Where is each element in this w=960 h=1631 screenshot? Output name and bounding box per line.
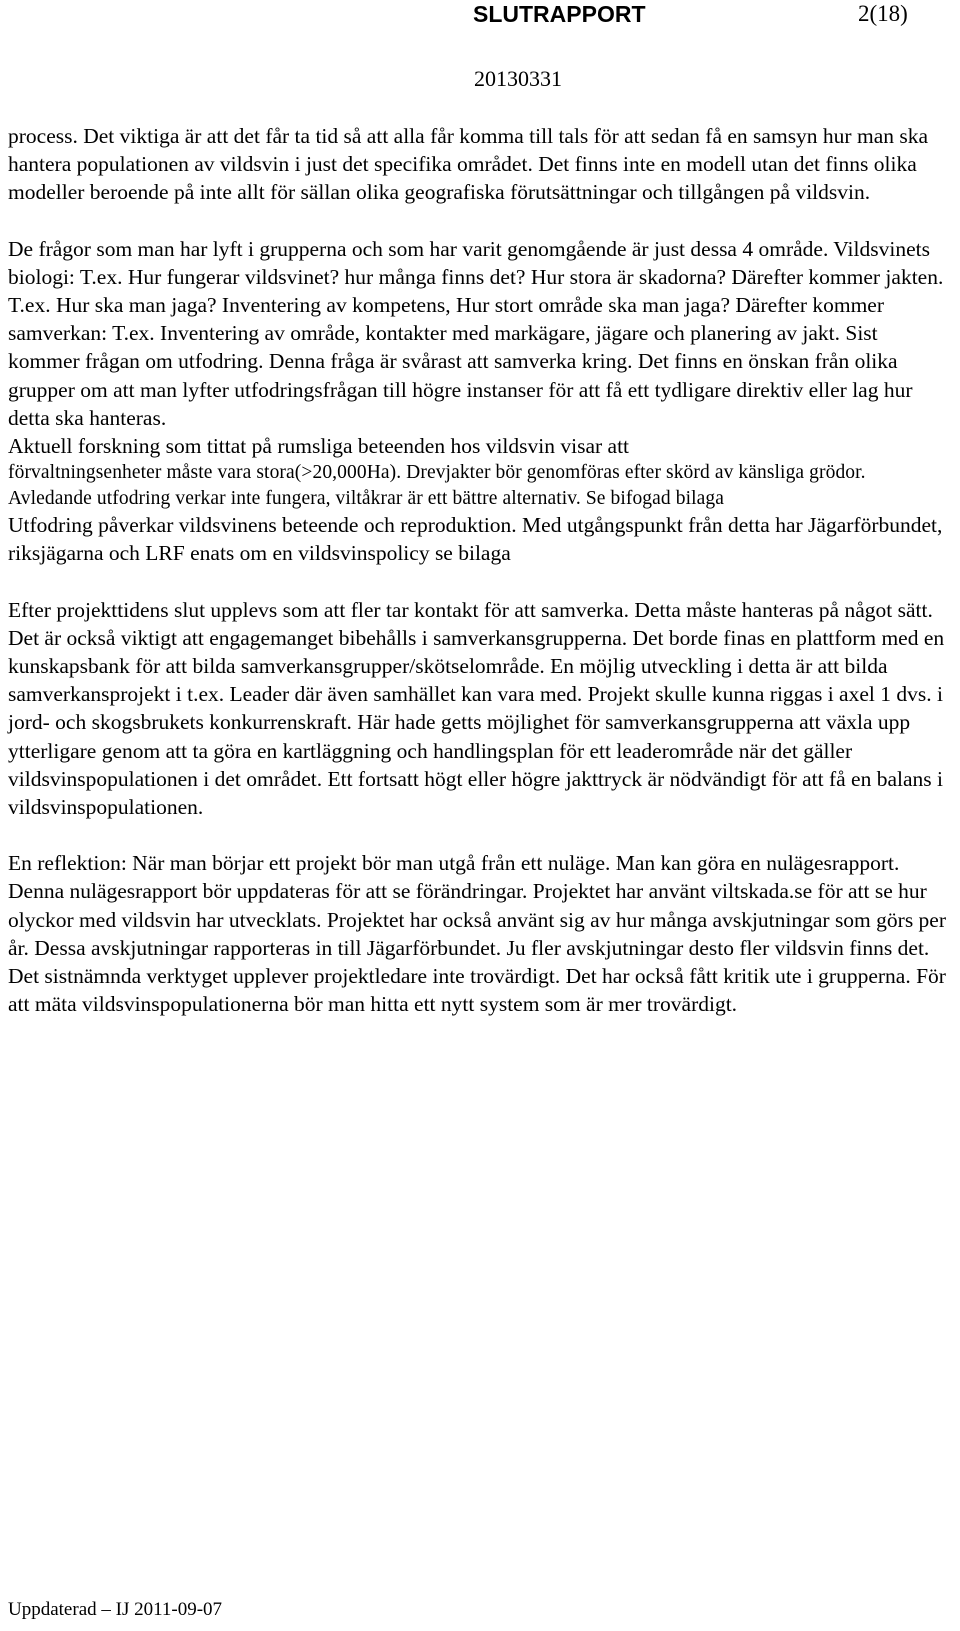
paragraph-reflection: En reflektion: När man börjar ett projekt bör man utgå från ett nuläge. Man kan göra en nulägesrapport. Denna nulägesrapport bör uppdateras för att se förändringar. Projektet har använt viltskada.se för att se hur olyckor med vildsvin har utvecklats. Projektet har också använt sig av hur många avskjutningar som görs per år. Dessa avskjutningar rapporteras in till Jägarförbundet. Ju fler avskjutningar desto fler vildsvin finns det. Det sistnämnda verktyget upplever projektledare inte trovärdigt. Det har också fått kritik ute i grupperna. För att mäta vildsvinspopulationerna bör man hitta ett nytt system som är mer trovärdigt.	[8, 851, 947, 1017]
document-date: 20130331	[474, 66, 562, 91]
paragraph-process: process. Det viktiga är att det får ta tid så att alla får komma till tals för att sedan få en samsyn hur man ska hantera populationen av vildsvin i just det specifika området. Det finns inte en modell utan det finns olika modeller beroende på inte allt för sällan olika geografiska förutsättningar och tillgången på vildsvin.	[8, 124, 929, 205]
paragraph-after-project: Efter projekttidens slut upplevs som att fler tar kontakt för att samverka. Detta måste hanteras på något sätt. Det är också viktigt att engagemanget bibehålls i samverkansgrupperna. Det borde finas en plattform med en kunskapsbank för att bilda samverkansgrupper/skötselområde. En möjlig utveckling i detta är att bilda samverkansprojekt i t.ex. Leader där även samhället kan vara med. Projekt skulle kunna riggas i axel 1 dvs. i jord- och skogsbrukets konkurrenskraft. Här hade getts möjlighet för samverkansgrupperna att växla upp ytterligare genom att ta göra en kartläggning och handlingsplan för ett leaderområde när det gäller vildsvinspopulationen i det området. Ett fortsatt högt eller högre jakttryck är nödvändigt för att få en balans i vildsvinspopulationen.	[8, 597, 945, 820]
paragraph-research: förvaltningsenheter måste vara stora(>20,000Ha). Drevjakter bör genomföras efter skörd av känsliga grödor. Avledande utfodring verkar inte fungera, viltåkrar är ett bättre alternativ. Se bifogad bilaga	[8, 462, 866, 509]
document-title: SLUTRAPPORT	[473, 1, 646, 27]
document-body	[8, 122, 953, 1018]
footer-updated: Uppdaterad – IJ 2011-09-07	[8, 1599, 223, 1620]
paragraph-research-intro: Aktuell forskning som tittat på rumsliga beteenden hos vildsvin visar att	[8, 434, 630, 459]
page-number: 2(18)	[858, 1, 908, 26]
paragraph-feeding: Utfodring påverkar vildsvinens beteende och reproduktion. Med utgångspunkt från detta har Jägarförbundet, riksjägarna och LRF enats om en vildsvinspolicy se bilaga	[8, 513, 943, 566]
paragraph-questions: De frågor som man har lyft i grupperna och som har varit genomgående är just dessa 4 område. Vildsvinets biologi: T.ex. Hur fungerar vildsvinet? hur många finns det? Hur stora är skadorna? Därefter kommer jakten. T.ex. Hur ska man jaga? Inventering av kompetens, Hur stort område ska man jaga? Därefter kommer samverkan: T.ex. Inventering av område, kontakter med markägare, jägare och planering av jakt. Sist kommer frågan om utfodring. Denna fråga är svårast att samverka kring. Det finns en önskan från olika grupper om att man lyfter utfodringsfrågan till högre instanser för att få ett tydligare direktiv eller lag hur detta ska hanteras.	[8, 236, 944, 430]
